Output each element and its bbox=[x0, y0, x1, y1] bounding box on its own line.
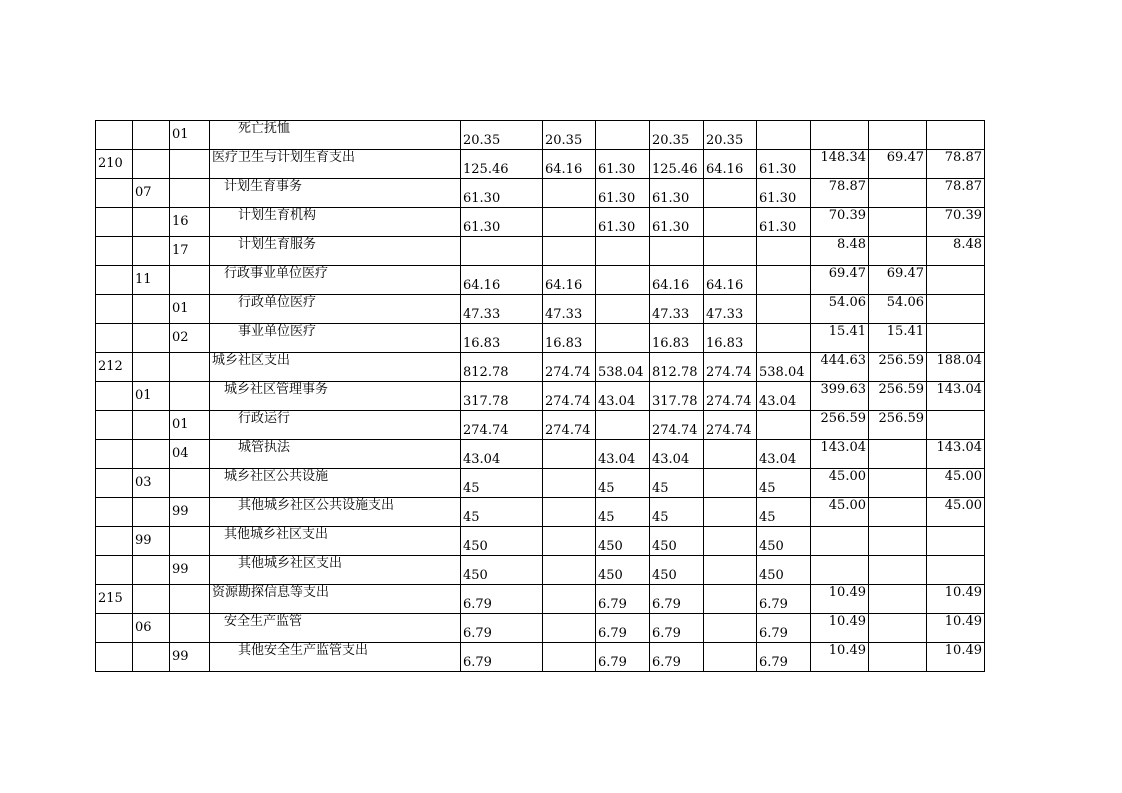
subject-name-cell: 计划生育事务 bbox=[210, 179, 461, 208]
table-row bbox=[96, 121, 985, 150]
amount-cell bbox=[543, 469, 596, 498]
item-code-cell bbox=[170, 527, 210, 556]
item-code-cell bbox=[170, 353, 210, 382]
amount-cell: 6.79 bbox=[650, 585, 704, 614]
amount-cell bbox=[704, 440, 757, 469]
class-code-cell bbox=[96, 411, 133, 440]
amount-cell: 6.79 bbox=[650, 614, 704, 643]
class-code-cell: 210 bbox=[96, 150, 133, 179]
amount-cell: 45.00 bbox=[927, 498, 985, 527]
amount-cell: 538.04 bbox=[757, 353, 811, 382]
item-code-cell: 99 bbox=[170, 498, 210, 527]
section-code-cell bbox=[133, 208, 170, 237]
amount-cell: 6.79 bbox=[757, 585, 811, 614]
table-row bbox=[96, 237, 985, 266]
class-code-cell: 212 bbox=[96, 353, 133, 382]
amount-cell: 45.00 bbox=[927, 469, 985, 498]
class-code-cell bbox=[96, 208, 133, 237]
amount-cell: 45 bbox=[757, 498, 811, 527]
amount-cell: 61.30 bbox=[596, 179, 650, 208]
amount-cell bbox=[869, 585, 927, 614]
amount-cell: 16.83 bbox=[704, 324, 757, 353]
amount-cell: 10.49 bbox=[811, 585, 869, 614]
amount-cell: 45 bbox=[650, 498, 704, 527]
amount-cell bbox=[704, 643, 757, 672]
amount-cell: 317.78 bbox=[650, 382, 704, 411]
table-row bbox=[96, 208, 985, 237]
amount-cell bbox=[869, 527, 927, 556]
amount-cell: 274.74 bbox=[543, 382, 596, 411]
amount-cell: 125.46 bbox=[650, 150, 704, 179]
amount-cell: 6.79 bbox=[461, 643, 543, 672]
section-code-cell: 99 bbox=[133, 527, 170, 556]
amount-cell: 444.63 bbox=[811, 353, 869, 382]
amount-cell: 69.47 bbox=[869, 150, 927, 179]
amount-cell: 6.79 bbox=[596, 643, 650, 672]
subject-name-cell: 计划生育机构 bbox=[210, 208, 461, 237]
amount-cell bbox=[811, 556, 869, 585]
section-code-cell bbox=[133, 498, 170, 527]
section-code-cell bbox=[133, 440, 170, 469]
class-code-cell bbox=[96, 295, 133, 324]
amount-cell: 15.41 bbox=[811, 324, 869, 353]
class-code-cell bbox=[96, 556, 133, 585]
amount-cell: 45 bbox=[461, 469, 543, 498]
class-code-cell bbox=[96, 527, 133, 556]
amount-cell: 8.48 bbox=[811, 237, 869, 266]
amount-cell: 64.16 bbox=[704, 150, 757, 179]
amount-cell: 143.04 bbox=[811, 440, 869, 469]
amount-cell: 61.30 bbox=[650, 179, 704, 208]
amount-cell: 69.47 bbox=[869, 266, 927, 295]
amount-cell: 274.74 bbox=[704, 382, 757, 411]
section-code-cell bbox=[133, 150, 170, 179]
section-code-cell: 06 bbox=[133, 614, 170, 643]
item-code-cell: 01 bbox=[170, 411, 210, 440]
amount-cell bbox=[704, 614, 757, 643]
amount-cell: 43.04 bbox=[461, 440, 543, 469]
budget-expenditure-table bbox=[95, 120, 985, 672]
amount-cell: 16.83 bbox=[461, 324, 543, 353]
amount-cell bbox=[869, 614, 927, 643]
amount-cell: 274.74 bbox=[650, 411, 704, 440]
amount-cell: 64.16 bbox=[704, 266, 757, 295]
item-code-cell bbox=[170, 266, 210, 295]
amount-cell: 450 bbox=[650, 527, 704, 556]
amount-cell bbox=[927, 411, 985, 440]
amount-cell: 256.59 bbox=[869, 353, 927, 382]
amount-cell: 78.87 bbox=[927, 179, 985, 208]
table-row bbox=[96, 527, 985, 556]
amount-cell: 256.59 bbox=[811, 411, 869, 440]
subject-name-cell: 城管执法 bbox=[210, 440, 461, 469]
table-row bbox=[96, 469, 985, 498]
amount-cell bbox=[543, 498, 596, 527]
amount-cell: 61.30 bbox=[757, 179, 811, 208]
amount-cell bbox=[927, 527, 985, 556]
amount-cell bbox=[927, 324, 985, 353]
amount-cell bbox=[461, 237, 543, 266]
amount-cell bbox=[869, 440, 927, 469]
amount-cell: 148.34 bbox=[811, 150, 869, 179]
amount-cell: 64.16 bbox=[543, 150, 596, 179]
amount-cell: 43.04 bbox=[757, 382, 811, 411]
item-code-cell bbox=[170, 382, 210, 411]
item-code-cell: 01 bbox=[170, 121, 210, 150]
amount-cell: 20.35 bbox=[650, 121, 704, 150]
section-code-cell: 01 bbox=[133, 382, 170, 411]
table-row bbox=[96, 498, 985, 527]
amount-cell: 43.04 bbox=[596, 382, 650, 411]
subject-name-cell: 事业单位医疗 bbox=[210, 324, 461, 353]
amount-cell: 10.49 bbox=[927, 614, 985, 643]
amount-cell bbox=[869, 208, 927, 237]
amount-cell bbox=[704, 469, 757, 498]
amount-cell: 538.04 bbox=[596, 353, 650, 382]
amount-cell: 69.47 bbox=[811, 266, 869, 295]
section-code-cell: 07 bbox=[133, 179, 170, 208]
amount-cell: 61.30 bbox=[461, 179, 543, 208]
amount-cell bbox=[543, 208, 596, 237]
amount-cell: 20.35 bbox=[543, 121, 596, 150]
amount-cell: 45.00 bbox=[811, 498, 869, 527]
class-code-cell bbox=[96, 498, 133, 527]
amount-cell bbox=[927, 295, 985, 324]
amount-cell: 317.78 bbox=[461, 382, 543, 411]
subject-name-cell: 其他安全生产监管支出 bbox=[210, 643, 461, 672]
class-code-cell bbox=[96, 266, 133, 295]
amount-cell: 45 bbox=[596, 469, 650, 498]
table-body bbox=[96, 121, 985, 672]
amount-cell bbox=[757, 237, 811, 266]
table-row bbox=[96, 295, 985, 324]
amount-cell: 6.79 bbox=[596, 614, 650, 643]
table-row bbox=[96, 382, 985, 411]
subject-name-cell: 行政事业单位医疗 bbox=[210, 266, 461, 295]
amount-cell bbox=[757, 324, 811, 353]
table-row bbox=[96, 179, 985, 208]
class-code-cell bbox=[96, 121, 133, 150]
amount-cell bbox=[596, 324, 650, 353]
subject-name-cell: 资源勘探信息等支出 bbox=[210, 585, 461, 614]
amount-cell: 45.00 bbox=[811, 469, 869, 498]
amount-cell: 61.30 bbox=[650, 208, 704, 237]
table-row bbox=[96, 643, 985, 672]
class-code-cell bbox=[96, 237, 133, 266]
amount-cell bbox=[757, 266, 811, 295]
amount-cell: 399.63 bbox=[811, 382, 869, 411]
amount-cell: 274.74 bbox=[704, 411, 757, 440]
amount-cell: 43.04 bbox=[757, 440, 811, 469]
amount-cell bbox=[543, 556, 596, 585]
amount-cell bbox=[757, 411, 811, 440]
table-row bbox=[96, 353, 985, 382]
amount-cell: 61.30 bbox=[596, 208, 650, 237]
amount-cell: 45 bbox=[650, 469, 704, 498]
amount-cell bbox=[927, 266, 985, 295]
amount-cell: 64.16 bbox=[543, 266, 596, 295]
section-code-cell bbox=[133, 556, 170, 585]
amount-cell: 812.78 bbox=[650, 353, 704, 382]
section-code-cell bbox=[133, 353, 170, 382]
amount-cell: 274.74 bbox=[704, 353, 757, 382]
subject-name-cell: 城乡社区支出 bbox=[210, 353, 461, 382]
amount-cell bbox=[704, 498, 757, 527]
amount-cell bbox=[704, 556, 757, 585]
section-code-cell bbox=[133, 121, 170, 150]
section-code-cell: 11 bbox=[133, 266, 170, 295]
amount-cell: 15.41 bbox=[869, 324, 927, 353]
amount-cell bbox=[704, 585, 757, 614]
amount-cell: 61.30 bbox=[757, 208, 811, 237]
item-code-cell bbox=[170, 469, 210, 498]
amount-cell: 20.35 bbox=[704, 121, 757, 150]
table-row bbox=[96, 556, 985, 585]
amount-cell: 450 bbox=[596, 527, 650, 556]
amount-cell: 54.06 bbox=[869, 295, 927, 324]
amount-cell: 43.04 bbox=[596, 440, 650, 469]
amount-cell: 61.30 bbox=[596, 150, 650, 179]
amount-cell: 61.30 bbox=[757, 150, 811, 179]
item-code-cell bbox=[170, 585, 210, 614]
amount-cell bbox=[869, 498, 927, 527]
amount-cell: 10.49 bbox=[927, 643, 985, 672]
amount-cell: 45 bbox=[596, 498, 650, 527]
amount-cell bbox=[543, 527, 596, 556]
subject-name-cell: 行政运行 bbox=[210, 411, 461, 440]
amount-cell: 274.74 bbox=[543, 353, 596, 382]
amount-cell bbox=[869, 643, 927, 672]
amount-cell: 54.06 bbox=[811, 295, 869, 324]
amount-cell bbox=[543, 614, 596, 643]
amount-cell bbox=[927, 121, 985, 150]
amount-cell: 78.87 bbox=[811, 179, 869, 208]
amount-cell bbox=[543, 585, 596, 614]
table-row bbox=[96, 411, 985, 440]
class-code-cell: 215 bbox=[96, 585, 133, 614]
amount-cell: 45 bbox=[757, 469, 811, 498]
section-code-cell: 03 bbox=[133, 469, 170, 498]
amount-cell: 6.79 bbox=[650, 643, 704, 672]
amount-cell bbox=[596, 295, 650, 324]
amount-cell: 6.79 bbox=[596, 585, 650, 614]
amount-cell: 6.79 bbox=[461, 585, 543, 614]
subject-name-cell: 其他城乡社区公共设施支出 bbox=[210, 498, 461, 527]
amount-cell: 143.04 bbox=[927, 382, 985, 411]
amount-cell bbox=[869, 179, 927, 208]
amount-cell: 43.04 bbox=[650, 440, 704, 469]
amount-cell bbox=[543, 643, 596, 672]
amount-cell: 143.04 bbox=[927, 440, 985, 469]
amount-cell bbox=[869, 556, 927, 585]
item-code-cell: 01 bbox=[170, 295, 210, 324]
subject-name-cell: 死亡抚恤 bbox=[210, 121, 461, 150]
item-code-cell bbox=[170, 614, 210, 643]
amount-cell bbox=[811, 121, 869, 150]
amount-cell bbox=[596, 266, 650, 295]
item-code-cell: 99 bbox=[170, 556, 210, 585]
amount-cell: 20.35 bbox=[461, 121, 543, 150]
amount-cell bbox=[596, 411, 650, 440]
amount-cell: 45 bbox=[461, 498, 543, 527]
amount-cell bbox=[704, 179, 757, 208]
amount-cell: 450 bbox=[757, 556, 811, 585]
section-code-cell bbox=[133, 237, 170, 266]
section-code-cell bbox=[133, 411, 170, 440]
class-code-cell bbox=[96, 614, 133, 643]
table-row bbox=[96, 585, 985, 614]
amount-cell: 61.30 bbox=[461, 208, 543, 237]
amount-cell: 10.49 bbox=[927, 585, 985, 614]
amount-cell: 450 bbox=[461, 556, 543, 585]
amount-cell bbox=[704, 237, 757, 266]
amount-cell bbox=[869, 237, 927, 266]
subject-name-cell: 城乡社区公共设施 bbox=[210, 469, 461, 498]
amount-cell: 450 bbox=[650, 556, 704, 585]
amount-cell: 10.49 bbox=[811, 614, 869, 643]
amount-cell: 16.83 bbox=[650, 324, 704, 353]
class-code-cell bbox=[96, 324, 133, 353]
amount-cell: 274.74 bbox=[461, 411, 543, 440]
subject-name-cell: 计划生育服务 bbox=[210, 237, 461, 266]
amount-cell: 47.33 bbox=[543, 295, 596, 324]
amount-cell: 47.33 bbox=[704, 295, 757, 324]
amount-cell: 6.79 bbox=[757, 643, 811, 672]
amount-cell: 6.79 bbox=[757, 614, 811, 643]
section-code-cell bbox=[133, 643, 170, 672]
amount-cell bbox=[927, 556, 985, 585]
amount-cell bbox=[543, 440, 596, 469]
class-code-cell bbox=[96, 382, 133, 411]
class-code-cell bbox=[96, 469, 133, 498]
amount-cell bbox=[704, 527, 757, 556]
table-row bbox=[96, 266, 985, 295]
subject-name-cell: 其他城乡社区支出 bbox=[210, 527, 461, 556]
amount-cell: 125.46 bbox=[461, 150, 543, 179]
amount-cell bbox=[596, 121, 650, 150]
amount-cell bbox=[869, 121, 927, 150]
item-code-cell: 02 bbox=[170, 324, 210, 353]
class-code-cell bbox=[96, 643, 133, 672]
amount-cell: 450 bbox=[461, 527, 543, 556]
amount-cell bbox=[811, 527, 869, 556]
amount-cell: 47.33 bbox=[461, 295, 543, 324]
amount-cell: 8.48 bbox=[927, 237, 985, 266]
item-code-cell bbox=[170, 179, 210, 208]
amount-cell bbox=[543, 179, 596, 208]
amount-cell bbox=[543, 237, 596, 266]
amount-cell: 256.59 bbox=[869, 411, 927, 440]
amount-cell: 70.39 bbox=[811, 208, 869, 237]
amount-cell: 16.83 bbox=[543, 324, 596, 353]
amount-cell: 450 bbox=[757, 527, 811, 556]
amount-cell bbox=[869, 469, 927, 498]
amount-cell: 70.39 bbox=[927, 208, 985, 237]
item-code-cell: 17 bbox=[170, 237, 210, 266]
class-code-cell bbox=[96, 440, 133, 469]
amount-cell bbox=[650, 237, 704, 266]
section-code-cell bbox=[133, 295, 170, 324]
table-row bbox=[96, 150, 985, 179]
amount-cell: 64.16 bbox=[650, 266, 704, 295]
amount-cell: 10.49 bbox=[811, 643, 869, 672]
amount-cell: 812.78 bbox=[461, 353, 543, 382]
table-row bbox=[96, 324, 985, 353]
amount-cell: 6.79 bbox=[461, 614, 543, 643]
amount-cell: 47.33 bbox=[650, 295, 704, 324]
amount-cell bbox=[704, 208, 757, 237]
item-code-cell: 04 bbox=[170, 440, 210, 469]
section-code-cell bbox=[133, 324, 170, 353]
amount-cell bbox=[757, 295, 811, 324]
subject-name-cell: 城乡社区管理事务 bbox=[210, 382, 461, 411]
section-code-cell bbox=[133, 585, 170, 614]
subject-name-cell: 医疗卫生与计划生育支出 bbox=[210, 150, 461, 179]
item-code-cell: 99 bbox=[170, 643, 210, 672]
class-code-cell bbox=[96, 179, 133, 208]
item-code-cell bbox=[170, 150, 210, 179]
table-row bbox=[96, 440, 985, 469]
subject-name-cell: 行政单位医疗 bbox=[210, 295, 461, 324]
amount-cell: 78.87 bbox=[927, 150, 985, 179]
amount-cell: 256.59 bbox=[869, 382, 927, 411]
subject-name-cell: 安全生产监管 bbox=[210, 614, 461, 643]
subject-name-cell: 其他城乡社区支出 bbox=[210, 556, 461, 585]
amount-cell: 450 bbox=[596, 556, 650, 585]
amount-cell bbox=[757, 121, 811, 150]
amount-cell: 64.16 bbox=[461, 266, 543, 295]
table-row bbox=[96, 614, 985, 643]
amount-cell bbox=[596, 237, 650, 266]
item-code-cell: 16 bbox=[170, 208, 210, 237]
amount-cell: 188.04 bbox=[927, 353, 985, 382]
amount-cell: 274.74 bbox=[543, 411, 596, 440]
